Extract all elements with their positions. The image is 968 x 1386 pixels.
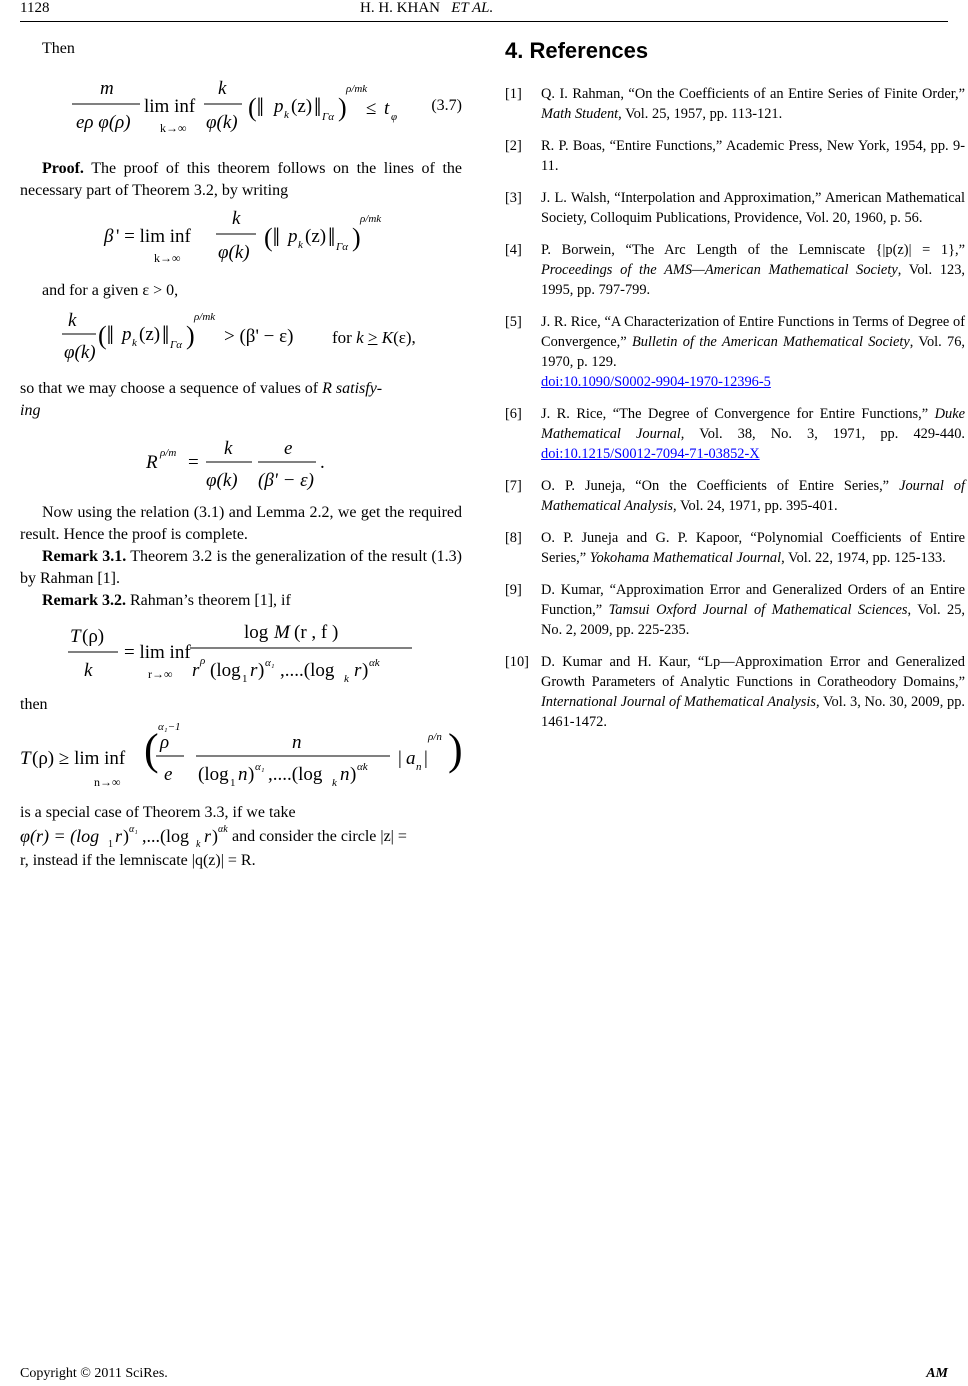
consider-text: and consider the circle |z| = bbox=[232, 828, 407, 845]
svg-text:r→∞: r→∞ bbox=[148, 667, 173, 681]
svg-text:‖: ‖ bbox=[314, 93, 322, 122]
reference-item: [2] R. P. Boas, “Entire Functions,” Academic Press, New York, 1954, pp. 9-11. bbox=[505, 138, 965, 174]
svg-text:ρ/mk: ρ/mk bbox=[360, 213, 382, 225]
proof-text: The proof of this theorem follows on the lines of the necessary part of Theorem 3.2, by writing bbox=[20, 160, 462, 199]
svg-text:α₁−1: α₁−1 bbox=[158, 721, 181, 733]
svg-text:Γα: Γα bbox=[336, 241, 349, 253]
svg-text:r: r bbox=[204, 826, 212, 846]
svg-text:k: k bbox=[332, 777, 337, 789]
special-case-text: is a special case of Theorem 3.3, if we take bbox=[20, 804, 296, 821]
svg-text:log: log bbox=[244, 622, 269, 643]
svg-text:|: | bbox=[424, 748, 428, 769]
svg-text:n: n bbox=[416, 761, 422, 773]
svg-text:φ: φ bbox=[391, 111, 398, 123]
svg-text:): ) bbox=[212, 826, 218, 846]
svg-text:k: k bbox=[232, 208, 241, 229]
svg-text:k: k bbox=[196, 839, 201, 850]
svg-text:): ) bbox=[448, 725, 463, 774]
svg-text:ρ: ρ bbox=[160, 732, 170, 753]
svg-text:eρ φ(ρ): eρ φ(ρ) bbox=[76, 112, 131, 133]
svg-text:(β' − ε): (β' − ε) bbox=[258, 470, 314, 491]
svg-text:k: k bbox=[84, 660, 93, 681]
equation-beta-prime-math bbox=[20, 202, 462, 280]
svg-text:≤: ≤ bbox=[366, 98, 377, 119]
svg-text:Γα: Γα bbox=[322, 111, 335, 123]
svg-text:(log: (log bbox=[210, 660, 241, 681]
svg-text:p: p bbox=[274, 96, 284, 117]
equation-number-3-7: (3.7) bbox=[431, 97, 462, 114]
reference-item: [5] J. R. Rice, “A Characterization of Entire Functions in Terms of Degree of Convergence,” Bulletin of the American Mathematical Society, Vol. 76, 1970, p. 129. doi:10.1090/S0002-9904-1970-12396-5 bbox=[505, 314, 965, 390]
svg-text:ρ/n: ρ/n bbox=[428, 731, 442, 743]
page-number: 1128 bbox=[20, 0, 50, 16]
svg-text:n: n bbox=[340, 764, 350, 785]
proof-label: Proof. bbox=[42, 160, 84, 177]
svg-text:): ) bbox=[248, 764, 255, 785]
svg-text:αk: αk bbox=[357, 761, 368, 773]
equation-3-7-math bbox=[20, 60, 462, 152]
svg-text:p: p bbox=[122, 324, 132, 345]
reference-item: [6] J. R. Rice, “The Degree of Convergence for Entire Functions,” Duke Mathematical Journal, Vol. 38, No. 3, 1971, pp. 429-440. doi:10.1215/S0012-7094-71-03852-X bbox=[505, 406, 965, 462]
given-text: and for a given ε > 0, bbox=[42, 282, 179, 299]
svg-text:(z): (z) bbox=[305, 226, 327, 247]
svg-text:k: k bbox=[344, 673, 349, 685]
remark-3-2 bbox=[20, 590, 462, 612]
equation-inequality bbox=[20, 302, 462, 378]
svg-text:): ) bbox=[362, 660, 369, 681]
remark-3-2-label: Remark 3.2. bbox=[42, 592, 126, 609]
svg-text:e: e bbox=[284, 438, 293, 459]
then-text-1: Then bbox=[42, 40, 75, 57]
then-text-2: then bbox=[20, 696, 48, 713]
svg-text:a: a bbox=[406, 748, 416, 769]
running-header-etal: ET AL. bbox=[451, 0, 494, 16]
svg-text:r: r bbox=[354, 660, 362, 681]
reference-item: [4] P. Borwein, “The Arc Length of the Lemniscate {|p(z)| = 1},” Proceedings of the AMS—American Mathematical Society, Vol. 123, 1995, pp. 797-799. bbox=[505, 242, 966, 298]
reference-item: [3] J. L. Walsh, “Interpolation and Approximation,” American Mathematical Society, Colloquim Publications, Providence, Vol. 20, 1960, p. 56. bbox=[505, 190, 965, 226]
svg-text:T: T bbox=[70, 626, 81, 647]
svg-text:): ) bbox=[338, 93, 347, 122]
svg-text:ρ/mk: ρ/mk bbox=[346, 83, 368, 95]
svg-text:(‖: (‖ bbox=[98, 321, 114, 350]
reference-item: [1] Q. I. Rahman, “On the Coefficients of an Entire Series of Finite Order,” Math Student, Vol. 25, 1957, pp. 113-121. bbox=[505, 86, 965, 122]
svg-text:β: β bbox=[104, 226, 114, 247]
references-title: 4. References bbox=[505, 38, 649, 63]
sequence-text: so that we may choose a sequence of values of R satisfy- ing bbox=[20, 380, 383, 419]
svg-text:‖: ‖ bbox=[162, 321, 170, 350]
references-section bbox=[505, 38, 965, 744]
svg-text:): ) bbox=[123, 826, 129, 846]
svg-text:Γα: Γα bbox=[170, 339, 183, 351]
svg-text:1: 1 bbox=[230, 777, 236, 789]
svg-text:(r , f ): (r , f ) bbox=[294, 622, 339, 643]
equation-R bbox=[20, 422, 462, 502]
reference-doi-link[interactable]: doi:10.1090/S0002-9904-1970-12396-5 bbox=[541, 374, 771, 390]
svg-text:): ) bbox=[352, 223, 361, 252]
svg-text:): ) bbox=[186, 321, 195, 350]
svg-text:‖: ‖ bbox=[328, 223, 336, 252]
svg-text:n: n bbox=[292, 732, 302, 753]
equation-3-7 bbox=[20, 60, 462, 152]
equation-t-rho-math bbox=[20, 716, 462, 802]
references-list bbox=[505, 84, 965, 732]
inequality-condition: for k > K(ε), bbox=[332, 328, 416, 347]
running-header-authors: H. H. KHAN bbox=[360, 0, 440, 16]
equation-beta-prime bbox=[20, 202, 462, 280]
svg-text:ρ/mk: ρ/mk bbox=[194, 311, 216, 323]
phi-definition-line bbox=[20, 824, 462, 850]
svg-text:1: 1 bbox=[108, 839, 113, 850]
svg-text:,....(log: ,....(log bbox=[280, 660, 335, 681]
equation-t-rho bbox=[20, 716, 462, 802]
svg-text:αk: αk bbox=[218, 824, 228, 835]
equation-rahman-math bbox=[20, 612, 462, 694]
svg-text:φ(k): φ(k) bbox=[64, 342, 96, 363]
svg-text:M: M bbox=[274, 622, 290, 643]
svg-text:r: r bbox=[192, 660, 200, 681]
reference-doi-link[interactable]: doi:10.1215/S0012-7094-71-03852-X bbox=[541, 446, 760, 462]
svg-text:k: k bbox=[132, 337, 137, 349]
svg-text:1: 1 bbox=[242, 673, 248, 685]
svg-text:(log: (log bbox=[198, 764, 229, 785]
svg-text:=: = bbox=[188, 452, 199, 473]
svg-text:k→∞: k→∞ bbox=[160, 121, 187, 135]
svg-text:lim inf: lim inf bbox=[144, 96, 196, 117]
proof-paragraph bbox=[20, 158, 462, 202]
svg-text:k: k bbox=[284, 109, 289, 121]
svg-text:n→∞: n→∞ bbox=[94, 775, 121, 789]
footer-journal: AM bbox=[926, 1366, 948, 1381]
svg-text:(: ( bbox=[144, 725, 159, 774]
phi-definition-math bbox=[20, 824, 226, 850]
svg-text:.: . bbox=[320, 452, 325, 473]
running-header bbox=[360, 0, 493, 17]
now-using-paragraph: Now using the relation (3.1) and Lemma 2.2, we get the required result. Hence the proof is complete. bbox=[20, 504, 462, 543]
svg-text:ρ/m: ρ/m bbox=[160, 447, 177, 459]
svg-text:> (β' − ε): > (β' − ε) bbox=[224, 326, 294, 347]
svg-text:' = lim inf: ' = lim inf bbox=[116, 226, 191, 247]
reference-item: [7] O. P. Juneja, “On the Coefficients of Entire Series,” Journal of Mathematical Analysis, Vol. 24, 1971, pp. 395-401. bbox=[505, 478, 965, 514]
svg-text:n: n bbox=[238, 764, 248, 785]
svg-text:k: k bbox=[218, 78, 227, 99]
equation-R-math bbox=[20, 422, 462, 502]
svg-text:(z): (z) bbox=[291, 96, 313, 117]
svg-text:,....(log: ,....(log bbox=[268, 764, 323, 785]
svg-text:,...(log: ,...(log bbox=[142, 826, 189, 846]
svg-text:e: e bbox=[164, 764, 173, 785]
svg-text:(ρ) ≥ lim inf: (ρ) ≥ lim inf bbox=[32, 748, 126, 769]
svg-text:φ(k): φ(k) bbox=[206, 470, 238, 491]
reference-item: [10] D. Kumar and H. Kaur, “Lp—Approximation Error and Generalized Growth Parameters of Analytic Functions in Coratheodory Domains,” International Journal of Mathematical Analysis, Vol. 3, No. 30, 2009, pp. 1461-1472. bbox=[505, 654, 965, 730]
svg-text:φ(r) = (log: φ(r) = (log bbox=[20, 826, 100, 846]
svg-text:(ρ): (ρ) bbox=[82, 626, 105, 647]
svg-text:= lim inf: = lim inf bbox=[124, 642, 191, 663]
equation-rahman bbox=[20, 612, 462, 694]
svg-text:φ(k): φ(k) bbox=[206, 112, 238, 133]
svg-text:k: k bbox=[68, 310, 77, 331]
svg-text:m: m bbox=[100, 78, 114, 99]
svg-text:p: p bbox=[288, 226, 298, 247]
left-column bbox=[20, 38, 462, 872]
header-rule bbox=[20, 21, 948, 22]
remark-3-2-text: Rahman’s theorem [1], if bbox=[129, 592, 291, 609]
svg-text:ρ: ρ bbox=[200, 655, 206, 667]
svg-text:t: t bbox=[384, 98, 390, 119]
svg-text:(‖: (‖ bbox=[248, 93, 264, 122]
remark-3-1 bbox=[20, 546, 462, 590]
svg-text:α₁: α₁ bbox=[129, 824, 138, 835]
svg-text:r: r bbox=[250, 660, 258, 681]
reference-item: [8] O. P. Juneja and G. P. Kapoor, “Polynomial Coefficients of Entire Series,” Yokohama Mathematical Journal, Vol. 22, 1974, pp. 125-133. bbox=[505, 530, 965, 566]
svg-text:α₁: α₁ bbox=[265, 657, 275, 669]
svg-text:k→∞: k→∞ bbox=[154, 251, 181, 265]
svg-text:R: R bbox=[146, 452, 158, 473]
svg-text:|: | bbox=[398, 748, 402, 769]
remark-3-1-text: Theorem 3.2 is the generalization of the result (1.3) by Rahman [1]. bbox=[20, 548, 462, 587]
svg-text:k: k bbox=[298, 239, 303, 251]
footer-copyright: Copyright © 2011 SciRes. bbox=[20, 1366, 168, 1381]
svg-text:(‖: (‖ bbox=[264, 223, 280, 252]
svg-text:k: k bbox=[224, 438, 233, 459]
svg-text:(z): (z) bbox=[139, 324, 161, 345]
svg-text:φ(k): φ(k) bbox=[218, 242, 250, 263]
instead-text: r, instead if the lemniscate |q(z)| = R. bbox=[20, 852, 256, 869]
svg-text:): ) bbox=[350, 764, 357, 785]
svg-text:α₁: α₁ bbox=[255, 761, 265, 773]
svg-text:r: r bbox=[115, 826, 123, 846]
svg-text:αk: αk bbox=[369, 657, 380, 669]
remark-3-1-label: Remark 3.1. bbox=[42, 548, 127, 565]
svg-text:T: T bbox=[20, 748, 31, 769]
svg-text:): ) bbox=[258, 660, 265, 681]
reference-item: [9] D. Kumar, “Approximation Error and Generalized Orders of an Entire Function,” Tamsui Oxford Journal of Mathematical Sciences, Vol. 25, No. 2, 2009, pp. 225-235. bbox=[505, 582, 965, 638]
